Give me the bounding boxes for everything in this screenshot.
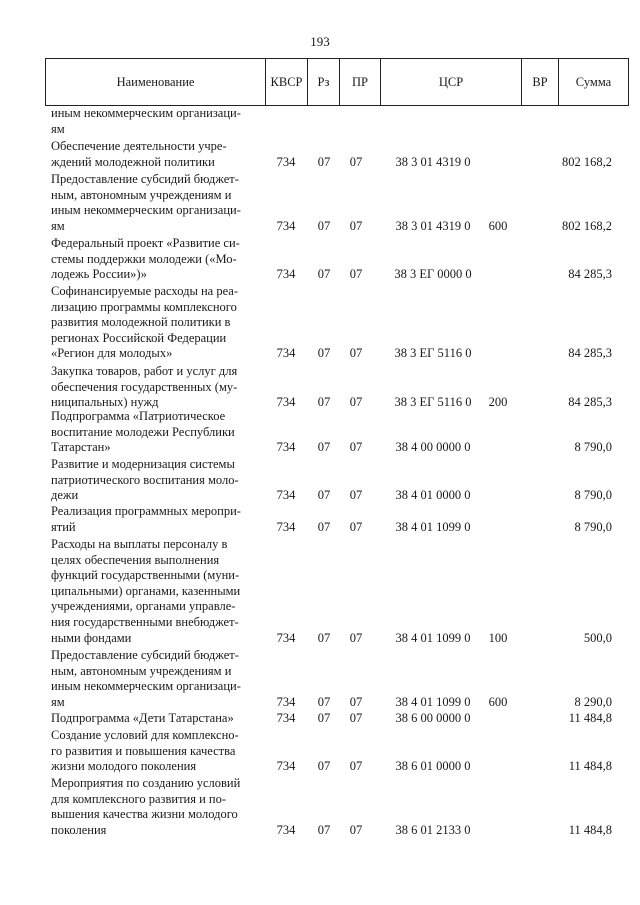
row-sum: 11 484,8: [568, 822, 612, 837]
header-name: Наименование: [116, 75, 195, 89]
row-csr: 38 4 01 1099 0: [395, 630, 471, 645]
header-kvsr: КВСР: [265, 59, 307, 105]
row-rz: 07: [317, 267, 331, 282]
row-name-line: регионах Российской Федерации: [51, 330, 227, 345]
row-sum: 11 484,8: [568, 759, 612, 774]
row-sum: 8 290,0: [574, 694, 612, 709]
row-name: [51, 457, 258, 504]
row-csr: 38 4 00 0000 0: [395, 440, 471, 455]
row-kvsr: 734: [276, 822, 296, 837]
row-name: [51, 106, 258, 137]
row-sum: 8 790,0: [574, 488, 612, 503]
row-pr: 07: [349, 346, 363, 361]
row-csr: 38 3 01 4319 0: [395, 154, 471, 169]
row-sum: 11 484,8: [568, 711, 612, 725]
row-kvsr: 734: [276, 395, 296, 410]
row-name: [51, 504, 258, 535]
row-name-line: функций государственными (муни-: [51, 568, 240, 583]
row-rz: 07: [317, 346, 331, 361]
row-csr: 38 6 00 0000 0: [395, 711, 471, 725]
row-name-line: для комплексного развития и по-: [51, 791, 227, 806]
row-kvsr: 734: [276, 440, 296, 455]
row-name-line: ям: [51, 694, 65, 709]
row-sum: 500,0: [583, 630, 612, 645]
row-pr: 07: [349, 630, 363, 645]
row-csr: 38 4 01 1099 0: [395, 694, 471, 709]
row-name-line: иным некоммерческим организаци-: [51, 203, 241, 218]
row-sum: 84 285,3: [568, 346, 612, 361]
row-rz: 07: [317, 822, 331, 837]
row-kvsr: 734: [276, 154, 296, 169]
row-name: [51, 364, 258, 411]
row-rz: 07: [317, 630, 331, 645]
row-pr: 07: [349, 822, 363, 837]
row-rz: 07: [317, 395, 331, 410]
row-name-line: целях обеспечения выполнения: [51, 552, 220, 567]
row-pr: 07: [349, 267, 363, 282]
row-vr: 600: [488, 218, 508, 233]
row-rz: 07: [317, 759, 331, 774]
row-name-line: иным некоммерческим организаци-: [51, 679, 241, 694]
row-name-line: Подпрограмма «Патриотическое: [51, 409, 226, 423]
row-name: [51, 648, 258, 710]
row-name: [51, 284, 258, 362]
row-rz: 07: [317, 694, 331, 709]
row-name-line: ям: [51, 218, 65, 233]
row-name-line: ждений молодежной политики: [51, 154, 215, 169]
row-name-line: Федеральный проект «Развитие си-: [51, 236, 240, 250]
row-name-line: Предоставление субсидий бюджет-: [51, 172, 239, 186]
row-name-line: Создание условий для комплексно-: [51, 728, 239, 742]
row-pr: 07: [349, 488, 363, 503]
row-name-line: учреждениями, органами управле-: [51, 599, 236, 614]
row-name-line: ным, автономным учреждениям и: [51, 663, 232, 678]
row-csr: 38 4 01 1099 0: [395, 519, 471, 534]
row-sum: 802 168,2: [562, 154, 612, 169]
header-csr: ЦСР: [380, 59, 521, 105]
row-name-line: ными фондами: [51, 630, 132, 645]
row-sum: 84 285,3: [568, 267, 612, 282]
row-vr: 200: [488, 395, 508, 410]
row-vr: 600: [488, 694, 508, 709]
row-rz: 07: [317, 711, 331, 725]
row-name-line: «Регион для молодых»: [51, 346, 173, 361]
row-name: [51, 711, 258, 727]
row-sum: 84 285,3: [568, 395, 612, 410]
row-pr: 07: [349, 218, 363, 233]
row-name-line: Предоставление субсидий бюджет-: [51, 648, 239, 662]
header-rz: Рз: [307, 59, 339, 105]
row-pr: 07: [349, 519, 363, 534]
row-pr: 07: [349, 759, 363, 774]
table-header: [45, 58, 629, 106]
row-rz: 07: [317, 440, 331, 455]
row-name-line: поколения: [51, 822, 107, 837]
row-rz: 07: [317, 218, 331, 233]
row-kvsr: 734: [276, 711, 296, 725]
row-name-line: дежи: [51, 488, 79, 503]
row-kvsr: 734: [276, 218, 296, 233]
row-sum: 8 790,0: [574, 519, 612, 534]
row-kvsr: 734: [276, 488, 296, 503]
row-pr: 07: [349, 154, 363, 169]
row-name-line: ципальными) органами, казенными: [51, 583, 241, 598]
row-kvsr: 734: [276, 630, 296, 645]
row-pr: 07: [349, 711, 363, 725]
row-rz: 07: [317, 519, 331, 534]
row-name-line: обеспечения государственных (му-: [51, 379, 238, 394]
row-name-line: ным, автономным учреждениям и: [51, 187, 232, 202]
row-name-line: Реализация программных меропри-: [51, 504, 241, 518]
row-name: [51, 172, 258, 234]
row-name: [51, 728, 258, 775]
row-name-line: Закупка товаров, работ и услуг для: [51, 364, 238, 378]
row-name-line: патриотического воспитания моло-: [51, 472, 239, 487]
row-csr: 38 6 01 2133 0: [395, 822, 471, 837]
row-name-line: ниципальных) нужд: [51, 395, 159, 410]
row-name-line: го развития и повышения качества: [51, 743, 236, 758]
row-name-line: воспитание молодежи Республики: [51, 424, 235, 439]
row-csr: 38 3 ЕГ 5116 0: [394, 395, 472, 410]
row-name-line: лодежь России»)»: [51, 267, 147, 282]
row-name-line: ятий: [51, 519, 76, 534]
row-name-line: развития молодежной политики в: [51, 315, 231, 330]
row-name-line: иным некоммерческим организаци-: [51, 106, 241, 120]
row-rz: 07: [317, 488, 331, 503]
row-name-line: Расходы на выплаты персоналу в: [51, 537, 228, 551]
row-kvsr: 734: [276, 694, 296, 709]
row-name: [51, 537, 258, 646]
row-name-line: Обеспечение деятельности учре-: [51, 139, 227, 153]
row-csr: 38 3 ЕГ 0000 0: [394, 267, 472, 282]
page-number: 193: [310, 34, 330, 49]
row-pr: 07: [349, 694, 363, 709]
row-name-line: лизацию программы комплексного: [51, 299, 237, 314]
row-rz: 07: [317, 154, 331, 169]
row-name-line: Развитие и модернизация системы: [51, 457, 235, 471]
row-csr: 38 3 ЕГ 5116 0: [394, 346, 472, 361]
row-sum: 802 168,2: [562, 218, 612, 233]
row-name: [51, 236, 258, 283]
row-name-line: Подпрограмма «Дети Татарстана»: [51, 711, 234, 725]
row-sum: 8 790,0: [574, 440, 612, 455]
row-name: [51, 409, 258, 456]
row-name: [51, 139, 258, 170]
row-kvsr: 734: [276, 346, 296, 361]
row-name: [51, 776, 258, 838]
header-pr: ПР: [339, 59, 380, 105]
row-vr: 100: [488, 630, 508, 645]
row-pr: 07: [349, 440, 363, 455]
row-name-line: Софинансируемые расходы на реа-: [51, 284, 238, 298]
header-vr: ВР: [521, 59, 558, 105]
row-csr: 38 4 01 0000 0: [395, 488, 471, 503]
row-csr: 38 3 01 4319 0: [395, 218, 471, 233]
row-csr: 38 6 01 0000 0: [395, 759, 471, 774]
row-pr: 07: [349, 395, 363, 410]
row-name-line: ния государственными внебюджет-: [51, 614, 239, 629]
row-name-line: Мероприятия по созданию условий: [51, 776, 241, 790]
row-kvsr: 734: [276, 759, 296, 774]
row-name-line: Татарстан»: [51, 440, 111, 455]
row-kvsr: 734: [276, 519, 296, 534]
row-name-line: вышения качества жизни молодого: [51, 807, 238, 822]
row-kvsr: 734: [276, 267, 296, 282]
header-sum: Сумма: [558, 59, 628, 105]
row-name-line: ям: [51, 121, 65, 136]
row-name-line: стемы поддержки молодежи («Мо-: [51, 251, 237, 266]
row-name-line: жизни молодого поколения: [51, 759, 197, 774]
